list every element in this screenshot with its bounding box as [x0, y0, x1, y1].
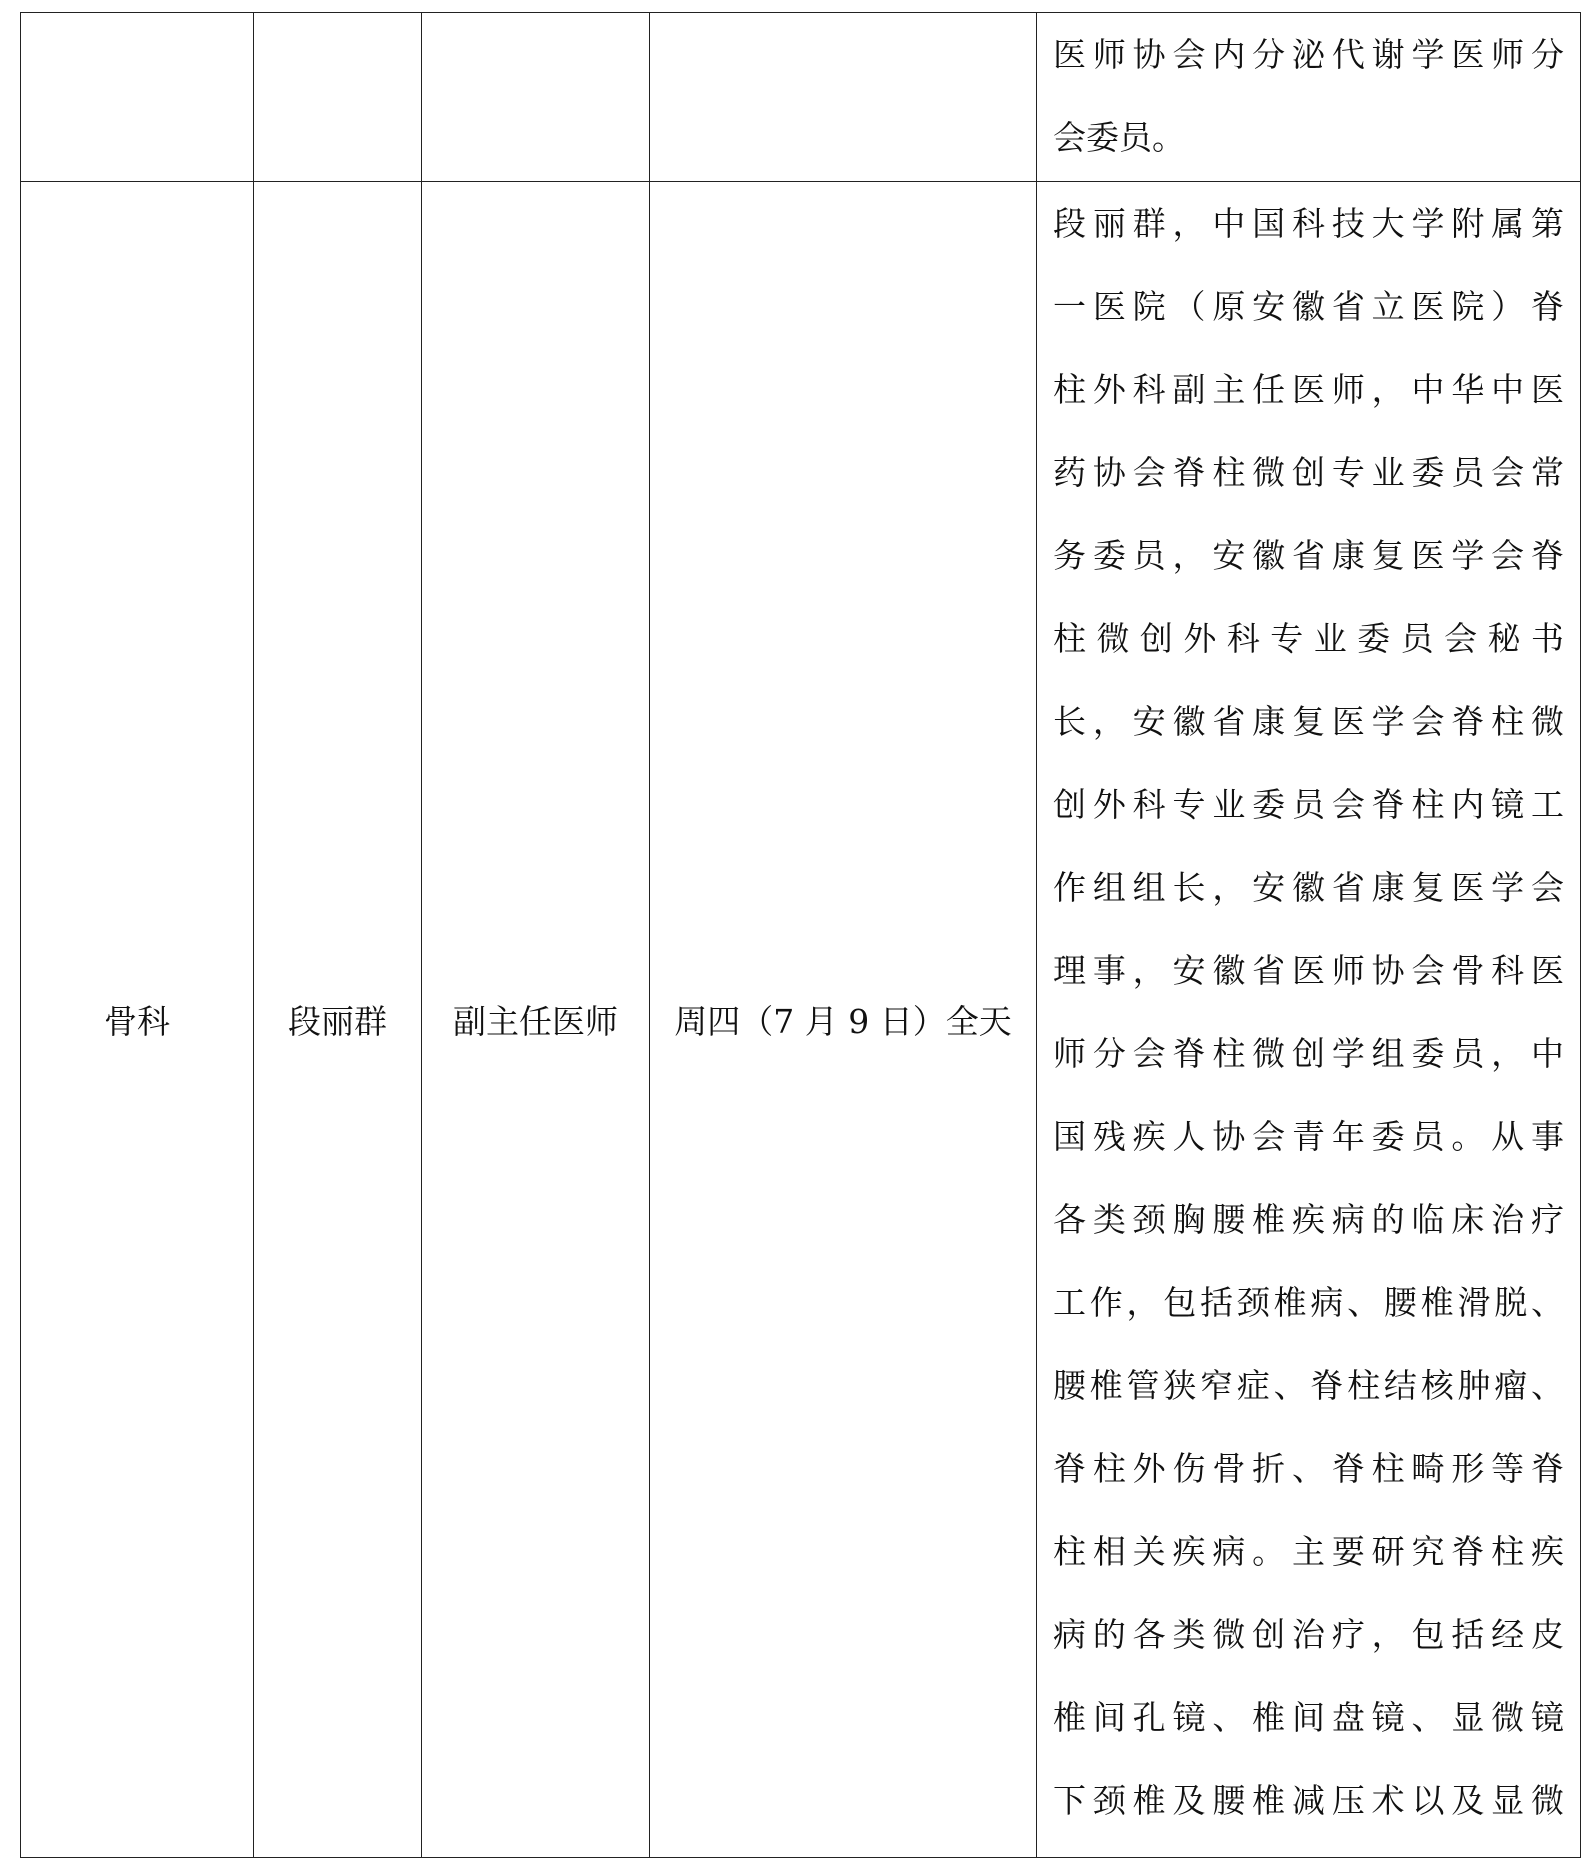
bio-cell [1037, 182, 1581, 1858]
table-row [21, 13, 1581, 182]
bio-line: 椎间孔镜、椎间盘镜、显微镜 [1053, 1698, 1564, 1737]
schedule-table [20, 12, 1581, 1858]
bio-line: 腰椎管狭窄症、脊柱结核肿瘤、 [1053, 1366, 1564, 1405]
doctor-name-cell: 段丽群 [254, 182, 422, 1858]
bio-line: 一医院（原安徽省立医院）脊 [1053, 287, 1564, 326]
doctor-title-cell: 副主任医师 [422, 182, 650, 1858]
schedule-cell [650, 13, 1037, 182]
bio-line: 药协会脊柱微创专业委员会常 [1053, 453, 1564, 492]
bio-line: 柱外科副主任医师，中华中医 [1053, 370, 1564, 409]
table-row [21, 182, 1581, 1858]
bio-line: 长，安徽省康复医学会脊柱微 [1053, 702, 1564, 741]
bio-line: 病的各类微创治疗，包括经皮 [1053, 1615, 1564, 1654]
bio-line: 国残疾人协会青年委员。从事 [1053, 1117, 1564, 1156]
bio-line: 各类颈胸腰椎疾病的临床治疗 [1053, 1200, 1564, 1239]
bio-line: 创外科专业委员会脊柱内镜工 [1053, 785, 1564, 824]
bio-line: 段丽群，中国科技大学附属第 [1053, 204, 1564, 243]
doctor-name-cell [254, 13, 422, 182]
bio-line: 工作，包括颈椎病、腰椎滑脱、 [1053, 1283, 1564, 1322]
bio-cell [1037, 13, 1581, 182]
bio-line: 脊柱外伤骨折、脊柱畸形等脊 [1053, 1449, 1564, 1488]
bio-line: 下颈椎及腰椎减压术以及显微 [1053, 1781, 1564, 1820]
department-cell: 骨科 [21, 182, 254, 1858]
bio-line: 医师协会内分泌代谢学医师分 [1053, 35, 1564, 74]
bio-line: 师分会脊柱微创学组委员，中 [1053, 1034, 1564, 1073]
doctor-title-cell [422, 13, 650, 182]
bio-line: 理事，安徽省医师协会骨科医 [1053, 951, 1564, 990]
department-cell [21, 13, 254, 182]
bio-line: 柱相关疾病。主要研究脊柱疾 [1053, 1532, 1564, 1571]
bio-line: 务委员，安徽省康复医学会脊 [1053, 536, 1564, 575]
bio-line: 作组组长，安徽省康复医学会 [1053, 868, 1564, 907]
schedule-cell: 周四（7 月 9 日）全天 [650, 182, 1037, 1858]
bio-line: 会委员。 [1053, 118, 1185, 157]
bio-line: 柱微创外科专业委员会秘书 [1053, 619, 1564, 658]
